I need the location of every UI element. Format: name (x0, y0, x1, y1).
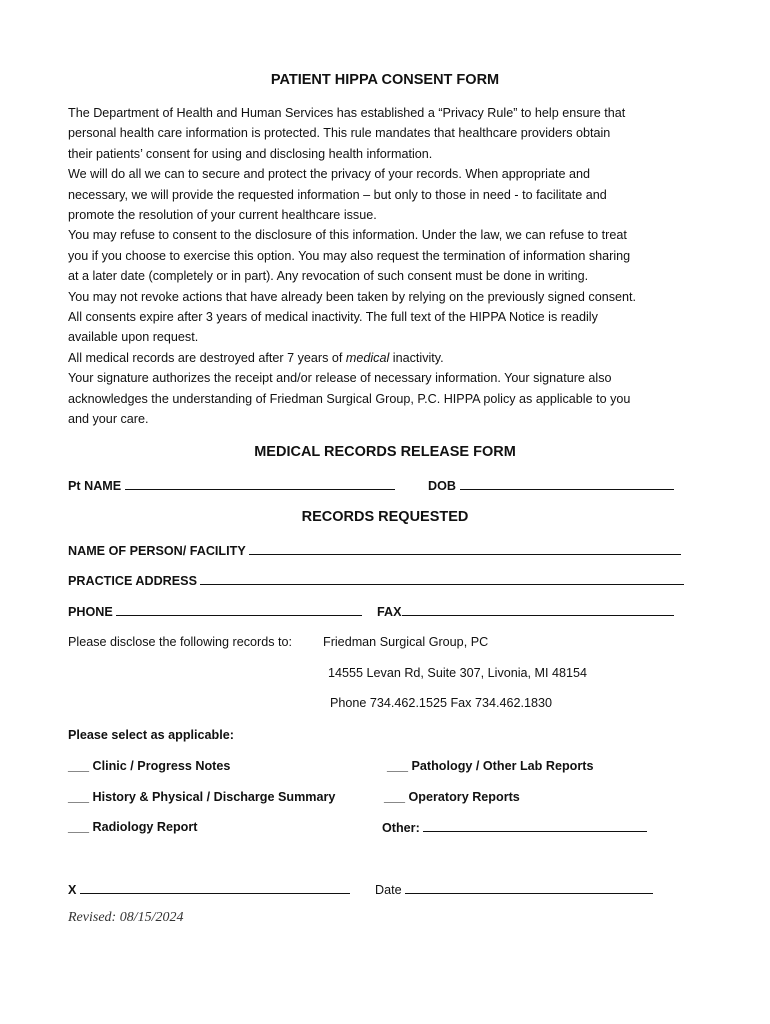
consent-line: Your signature authorizes the receipt and/or release of necessary information. Your signature also (68, 371, 612, 386)
consent-line-italic: medical (345, 350, 390, 365)
select-heading: Please select as applicable: (68, 728, 234, 742)
pt-name-label: Pt NAME (68, 479, 122, 493)
consent-line: We will do all we can to secure and protect the privacy of your records. When appropriate and (68, 167, 590, 182)
consent-line: you if you choose to exercise this option. You may also request the termination of information sharing (68, 248, 631, 263)
dob-row (428, 478, 674, 493)
consent-line: personal health care information is protected. This rule mandates that healthcare providers obtain (68, 126, 611, 141)
option-clinic-label: Clinic / Progress Notes (92, 759, 231, 773)
option-blank[interactable]: ___ (68, 790, 90, 804)
consent-line: You may not revoke actions that have already been taken by relying on the previously signed consent. (68, 289, 637, 304)
option-history-label: History & Physical / Discharge Summary (92, 790, 336, 804)
date-label: Date (375, 883, 402, 897)
consent-line: You may refuse to consent to the disclosure of this information. Under the law, we can refuse to treat (68, 228, 627, 243)
signature-row (68, 882, 350, 897)
practice-address-label: PRACTICE ADDRESS (68, 574, 197, 588)
pt-name-row (68, 478, 395, 493)
phone-row (68, 604, 362, 619)
consent-line: The Department of Health and Human Services has established a “Privacy Rule” to help ensure that (68, 106, 626, 120)
option-other-label: Other: (382, 821, 420, 835)
option-clinic[interactable] (68, 759, 230, 773)
phone-label: PHONE (68, 605, 113, 619)
consent-line: necessary, we will provide the requested information – but only to those in need - to facilitate and (68, 187, 607, 202)
org-address: 14555 Levan Rd, Suite 307, Livonia, MI 48154 (328, 666, 588, 680)
option-radiology-label: Radiology Report (92, 820, 198, 834)
option-pathology[interactable] (387, 759, 593, 773)
phone-field[interactable] (116, 604, 362, 616)
consent-line: available upon request. (68, 330, 199, 345)
person-facility-field[interactable] (249, 543, 681, 555)
practice-address-field[interactable] (200, 573, 684, 585)
release-title: MEDICAL RECORDS RELEASE FORM (254, 444, 516, 460)
records-requested-title: RECORDS REQUESTED (301, 509, 469, 525)
option-other (382, 820, 647, 835)
consent-line: All consents expire after 3 years of medical inactivity. The full text of the HIPPA Notice is readily (68, 310, 598, 325)
consent-line: acknowledges the understanding of Friedman Surgical Group, P.C. HIPPA policy as applicable to you (68, 391, 631, 406)
date-field[interactable] (405, 882, 653, 894)
fax-field[interactable] (402, 604, 674, 616)
option-other-field[interactable] (423, 820, 647, 832)
option-operatory-label: Operatory Reports (408, 790, 520, 804)
consent-line-records-destroyed (68, 348, 708, 368)
dob-field[interactable] (460, 478, 674, 490)
person-facility-row (68, 543, 681, 558)
practice-address-row (68, 573, 684, 588)
option-blank[interactable]: ___ (68, 820, 90, 834)
fax-label: FAX (377, 605, 402, 619)
org-name: Friedman Surgical Group, PC (323, 635, 489, 649)
option-blank[interactable]: ___ (387, 759, 409, 773)
consent-line: promote the resolution of your current healthcare issue. (68, 208, 377, 223)
dob-label: DOB (428, 479, 456, 493)
pt-name-field[interactable] (125, 478, 395, 490)
revised-date: Revised: 08/15/2024 (68, 910, 184, 925)
consent-line: and your care. (68, 412, 149, 427)
consent-body (68, 103, 708, 430)
fax-row (377, 604, 674, 619)
date-row (375, 882, 653, 897)
option-history[interactable] (68, 790, 335, 804)
option-pathology-label: Pathology / Other Lab Reports (411, 759, 594, 773)
disclose-label: Please disclose the following records to: (68, 635, 293, 649)
option-radiology[interactable] (68, 820, 197, 834)
option-operatory[interactable] (384, 790, 520, 804)
consent-line-part: All medical records are destroyed after 7 years of (68, 350, 346, 365)
consent-line: their patients’ consent for using and disclosing health information. (68, 146, 433, 161)
option-blank[interactable]: ___ (68, 759, 90, 773)
option-blank[interactable]: ___ (384, 790, 406, 804)
consent-line: at a later date (completely or in part). Any revocation of such consent must be done in writing. (68, 269, 589, 284)
person-facility-label: NAME OF PERSON/ FACILITY (68, 544, 246, 558)
signature-x-label: X (68, 883, 77, 897)
consent-title: PATIENT HIPPA CONSENT FORM (270, 72, 500, 88)
signature-field[interactable] (80, 882, 350, 894)
org-phone-fax: Phone 734.462.1525 Fax 734.462.1830 (330, 696, 552, 710)
consent-line-part: inactivity. (389, 350, 444, 365)
